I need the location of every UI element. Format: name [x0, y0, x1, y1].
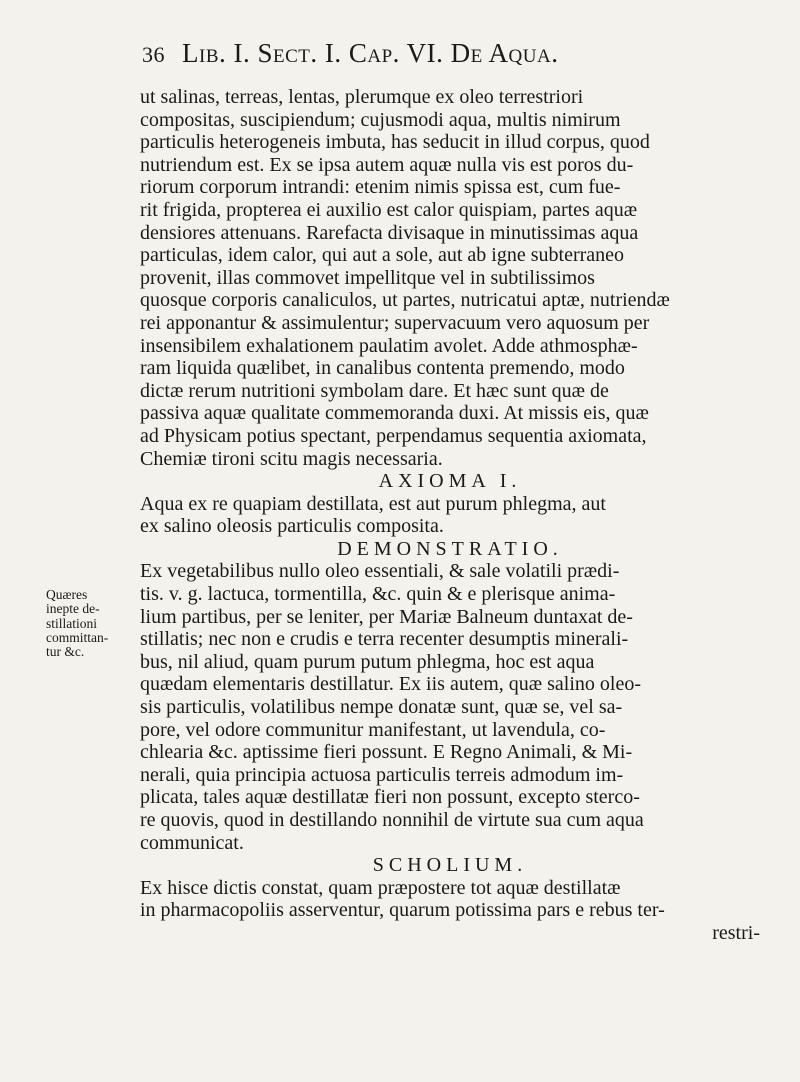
text-line: quædam elementaris destillatur. Ex iis autem, quæ salino oleo-	[140, 673, 642, 696]
text-line: compositas, suscipiendum; cujusmodi aqua, multis nimirum	[140, 108, 621, 131]
text-line: rei apponantur & assimulentur; supervacuum vero aquosum per	[140, 311, 650, 334]
text-line: chlearia &c. aptissime fieri possunt. E Regno Animali, & Mi-	[140, 741, 633, 764]
text-line: particulis heterogeneis imbuta, has seducit in illud corpus, quod	[140, 131, 650, 154]
text-line: tis. v. g. lactuca, tormentilla, &c. quin & e plerisque anima-	[140, 583, 616, 606]
page-header	[142, 38, 762, 78]
text-line: insensibilem exhalationem paulatim avolet. Adde athmosphæ-	[140, 334, 638, 357]
text-line: dictæ rerum nutritioni symbolam dare. Et hæc sunt quæ de	[140, 379, 609, 402]
text-line: ut salinas, terreas, lentas, plerumque ex oleo terrestriori	[140, 86, 584, 108]
text-line: Ex hisce dictis constat, quam præpostere tot aquæ destillatæ	[140, 876, 621, 899]
text-line: ex salino oleosis particulis composita.	[140, 515, 444, 538]
text-line: passiva aquæ qualitate commemoranda duxi. At missis eis, quæ	[140, 402, 649, 425]
running-title: Lib. I. Sect. I. Cap. VI. De Aqua.	[182, 38, 559, 68]
text-line: re quovis, quod in destillando nonnihil de virtute sua cum aqua	[140, 809, 644, 831]
margin-note-line: tur &c.	[46, 644, 85, 660]
page-number: 36	[142, 42, 165, 67]
text-line: in pharmacopoliis asserventur, quarum potissima pars e rebus ter-	[140, 899, 665, 922]
text-line: provenit, illas commovet impellitque vel in subtilissimos	[140, 266, 595, 289]
text-line: Chemiæ tironi scitu magis necessaria.	[140, 447, 443, 470]
catchword: restri-	[712, 921, 760, 944]
axiom-heading: AXIOMA I.	[378, 470, 522, 493]
text-line: pore, vel odore communitur manifestant, ut lavendula, co-	[140, 718, 606, 741]
text-line: riorum corporum intrandi: etenim nimis spissa est, cum fue-	[140, 176, 621, 199]
scholium-heading: SCHOLIUM.	[372, 854, 528, 877]
margin-note-line: inepte de-	[46, 601, 100, 617]
text-line: communicat.	[140, 831, 244, 854]
margin-note-line: Quæres	[46, 587, 88, 602]
body-text	[140, 86, 760, 945]
demonstratio-heading: DEMONSTRATIO.	[337, 537, 563, 560]
text-line: ram liquida quælibet, in canalibus contenta premendo, modo	[140, 357, 625, 380]
text-line: nerali, quia principia actuosa particulis terreis admodum im-	[140, 763, 624, 786]
text-line: quosque corporis canaliculos, ut partes, nutricatui aptæ, nutriendæ	[140, 289, 670, 312]
margin-note	[46, 588, 132, 659]
text-line: plicata, tales aquæ destillatæ fieri non possunt, excepto sterco-	[140, 786, 640, 809]
text-line: particulas, idem calor, qui aut a sole, aut ab igne subterraneo	[140, 244, 625, 267]
text-line: bus, nil aliud, quam purum putum phlegma, hoc est aqua	[140, 650, 595, 673]
text-line: stillatis; nec non e crudis e terra recenter desumptis minerali-	[140, 628, 629, 651]
text-line: lium partibus, per se leniter, per Mariæ Balneum duntaxat de-	[140, 605, 633, 628]
text-line: Ex vegetabilibus nullo oleo essentiali, & sale volatili prædi-	[140, 560, 620, 583]
margin-note-line: committan-	[46, 629, 109, 645]
text-line: Aqua ex re quapiam destillata, est aut purum phlegma, aut	[140, 492, 606, 515]
text-line: rit frigida, propterea ei auxilio est calor quispiam, partes aquæ	[140, 198, 638, 221]
text-line: nutriendum est. Ex se ipsa autem aquæ nulla vis est poros du-	[140, 153, 634, 176]
text-line: densiores attenuans. Rarefacta divisaque in minutissimas aqua	[140, 221, 639, 244]
text-line: ad Physicam potius spectant, perpendamus sequentia axiomata,	[140, 424, 647, 447]
text-line: sis particulis, volatilibus nempe donatæ sunt, quæ se, vel sa-	[140, 696, 623, 719]
margin-note-line: stillationi	[46, 615, 98, 631]
